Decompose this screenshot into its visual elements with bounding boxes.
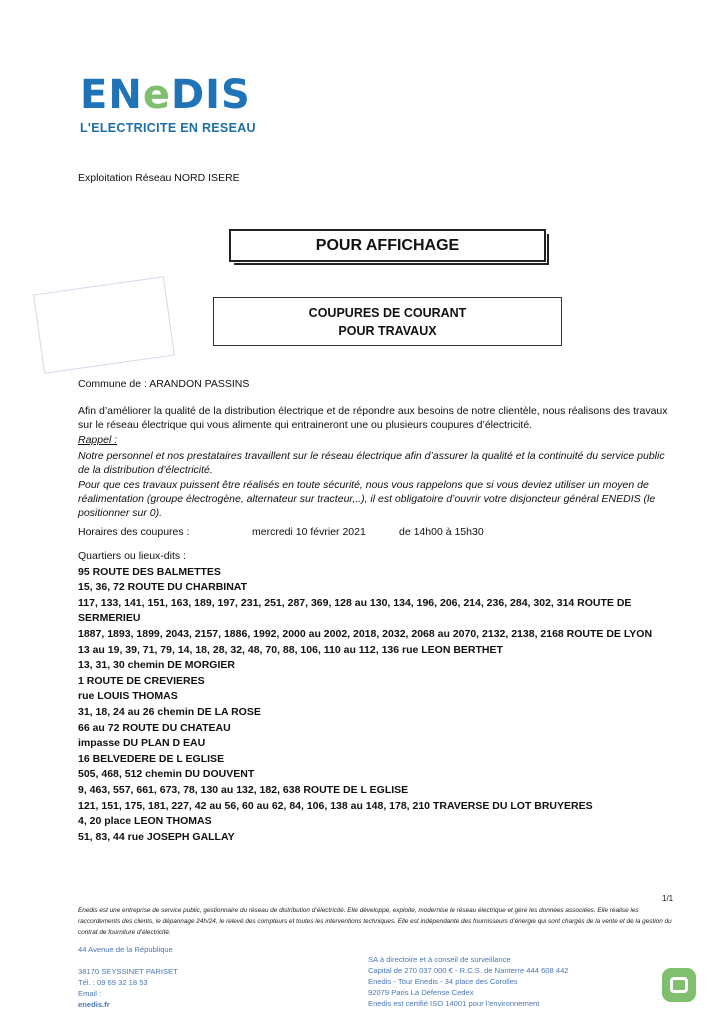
quartiers-label: Quartiers ou lieux-dits : bbox=[78, 550, 186, 562]
horaires-label: Horaires des coupures : bbox=[78, 526, 190, 538]
footer-address-left bbox=[78, 944, 178, 1010]
list-item: 117, 133, 141, 151, 163, 189, 197, 231, 251, 287, 369, 128 au 130, 134, 196, 206, 214, 236, 284, 302, 314 ROUTE DE SERMERIEU bbox=[78, 596, 632, 625]
quartiers-section bbox=[78, 549, 678, 845]
website-link[interactable]: enedis.fr bbox=[78, 1000, 110, 1009]
footer-address-right bbox=[368, 954, 569, 1009]
list-item: 13, 31, 30 chemin DE MORGIER bbox=[78, 659, 235, 672]
list-item: 95 ROUTE DES BALMETTES bbox=[78, 565, 221, 578]
coupures-line1: COUPURES DE COURANT bbox=[308, 306, 467, 320]
list-item: 66 au 72 ROUTE DU CHATEAU bbox=[78, 721, 231, 734]
list-item: 1887, 1893, 1899, 2043, 2157, 1886, 1992, 2000 au 2002, 2018, 2032, 2068 au 2070, 2132, 2138, 2168 ROUTE DE LYON bbox=[78, 627, 653, 640]
logo-part-dis: DIS bbox=[170, 72, 251, 118]
list-item: 51, 83, 44 rue JOSEPH GALLAY bbox=[78, 830, 235, 843]
pour-affichage-box bbox=[229, 229, 546, 262]
list-item: 121, 151, 175, 181, 227, 42 au 56, 60 au 62, 84, 106, 138 au 148, 178, 210 TRAVERSE DU LOT BRUYERES bbox=[78, 799, 593, 812]
address-line: 92079 Paris La Défense Cedex bbox=[368, 988, 474, 997]
address-line bbox=[78, 955, 178, 966]
address-line: Enedis est certifié ISO 14001 pour l’environnement bbox=[368, 999, 540, 1008]
commune-line: Commune de : ARANDON PASSINS bbox=[78, 378, 250, 390]
footer-legal-text: Enedis est une entreprise de service public, gestionnaire du réseau de distribution d’électricité. Elle développe, exploite, modernise le réseau électrique et gère les données associées. Elle réalise les raccordements des clients, le dépannage 24h/24, le relevé des compteurs et toutes les interventions techniques. Elle est indépendante des fournisseurs d’énergie qui sont chargés de la vente et de la gestion du contrat de fourniture d’électricité. bbox=[78, 907, 672, 936]
list-item: 13 au 19, 39, 71, 79, 14, 18, 28, 32, 48, 70, 88, 106, 110 au 112, 136 rue LEON BERTHET bbox=[78, 643, 503, 656]
address-line: SA à directoire et à conseil de surveillance bbox=[368, 955, 511, 964]
logo-tagline: L'ELECTRICITE EN RESEAU bbox=[80, 121, 256, 135]
rappel-label bbox=[78, 433, 678, 447]
list-item: 1 ROUTE DE CREVIERES bbox=[78, 674, 205, 687]
list-item: rue LOUIS THOMAS bbox=[78, 690, 178, 703]
rappel-paragraph-1: Notre personnel et nos prestataires travaillent sur le réseau électrique afin d’assurer la qualité et la continuité du service public de la distribution d’électricité. bbox=[78, 450, 665, 476]
list-item: impasse DU PLAN D EAU bbox=[78, 737, 206, 750]
rappel-paragraph-2: Pour que ces travaux puissent être réalisés en toute sécurité, nous vous rappelons que si vous deviez utiliser un moyen de réalimentation (groupe électrogène, alternateur sur tracteur,..), il est obligatoire d’ouvrir votre disjoncteur général ENEDIS (le positionner sur 0). bbox=[78, 479, 656, 519]
exploitation-label: Exploitation Réseau NORD ISERE bbox=[78, 172, 240, 184]
list-item: 16 BELVEDERE DE L EGLISE bbox=[78, 752, 225, 765]
address-line: Tél. : 09 69 32 18 53 bbox=[78, 978, 148, 987]
list-item: 4, 20 place LEON THOMAS bbox=[78, 815, 212, 828]
list-item: 15, 36, 72 ROUTE DU CHARBINAT bbox=[78, 581, 248, 594]
page-number: 1/1 bbox=[662, 894, 674, 903]
logo-part-en: EN bbox=[80, 72, 143, 118]
faded-stamp bbox=[33, 276, 175, 374]
intro-paragraph: Afin d’améliorer la qualité de la distribution électrique et de répondre aux besoins de notre clientèle, nous réalisons des travaux sur le réseau électrique qui vous alimente qui entraineront une ou plusieurs coupures d’électricité. bbox=[78, 405, 668, 431]
rappel-title: Rappel : bbox=[78, 434, 118, 446]
address-line: 44 Avenue de la République bbox=[78, 945, 173, 954]
logo-part-e: e bbox=[142, 72, 171, 118]
horaires-date: mercredi 10 février 2021 bbox=[252, 526, 366, 538]
list-item: 505, 468, 512 chemin DU DOUVENT bbox=[78, 768, 255, 781]
address-line: 38170 SEYSSINET PARISET bbox=[78, 967, 178, 976]
list-item: 31, 18, 24 au 26 chemin DE LA ROSE bbox=[78, 705, 261, 718]
address-line: Capital de 270 037 000 € - R.C.S. de Nanterre 444 608 442 bbox=[368, 966, 569, 975]
enedis-logo bbox=[80, 74, 251, 116]
list-item: 9, 463, 557, 661, 673, 78, 130 au 132, 182, 638 ROUTE DE L EGLISE bbox=[78, 783, 409, 796]
quartiers-list bbox=[78, 565, 678, 846]
horaires-time: de 14h00 à 15h30 bbox=[399, 526, 484, 538]
coupures-box bbox=[213, 297, 562, 346]
pour-affichage-title: POUR AFFICHAGE bbox=[315, 236, 460, 254]
address-line: Enedis - Tour Enedis - 34 place des Corolles bbox=[368, 977, 518, 986]
address-line: Email : bbox=[78, 989, 102, 998]
coupures-line2: POUR TRAVAUX bbox=[338, 324, 437, 338]
enedis-footer-logo-icon bbox=[662, 968, 696, 1002]
